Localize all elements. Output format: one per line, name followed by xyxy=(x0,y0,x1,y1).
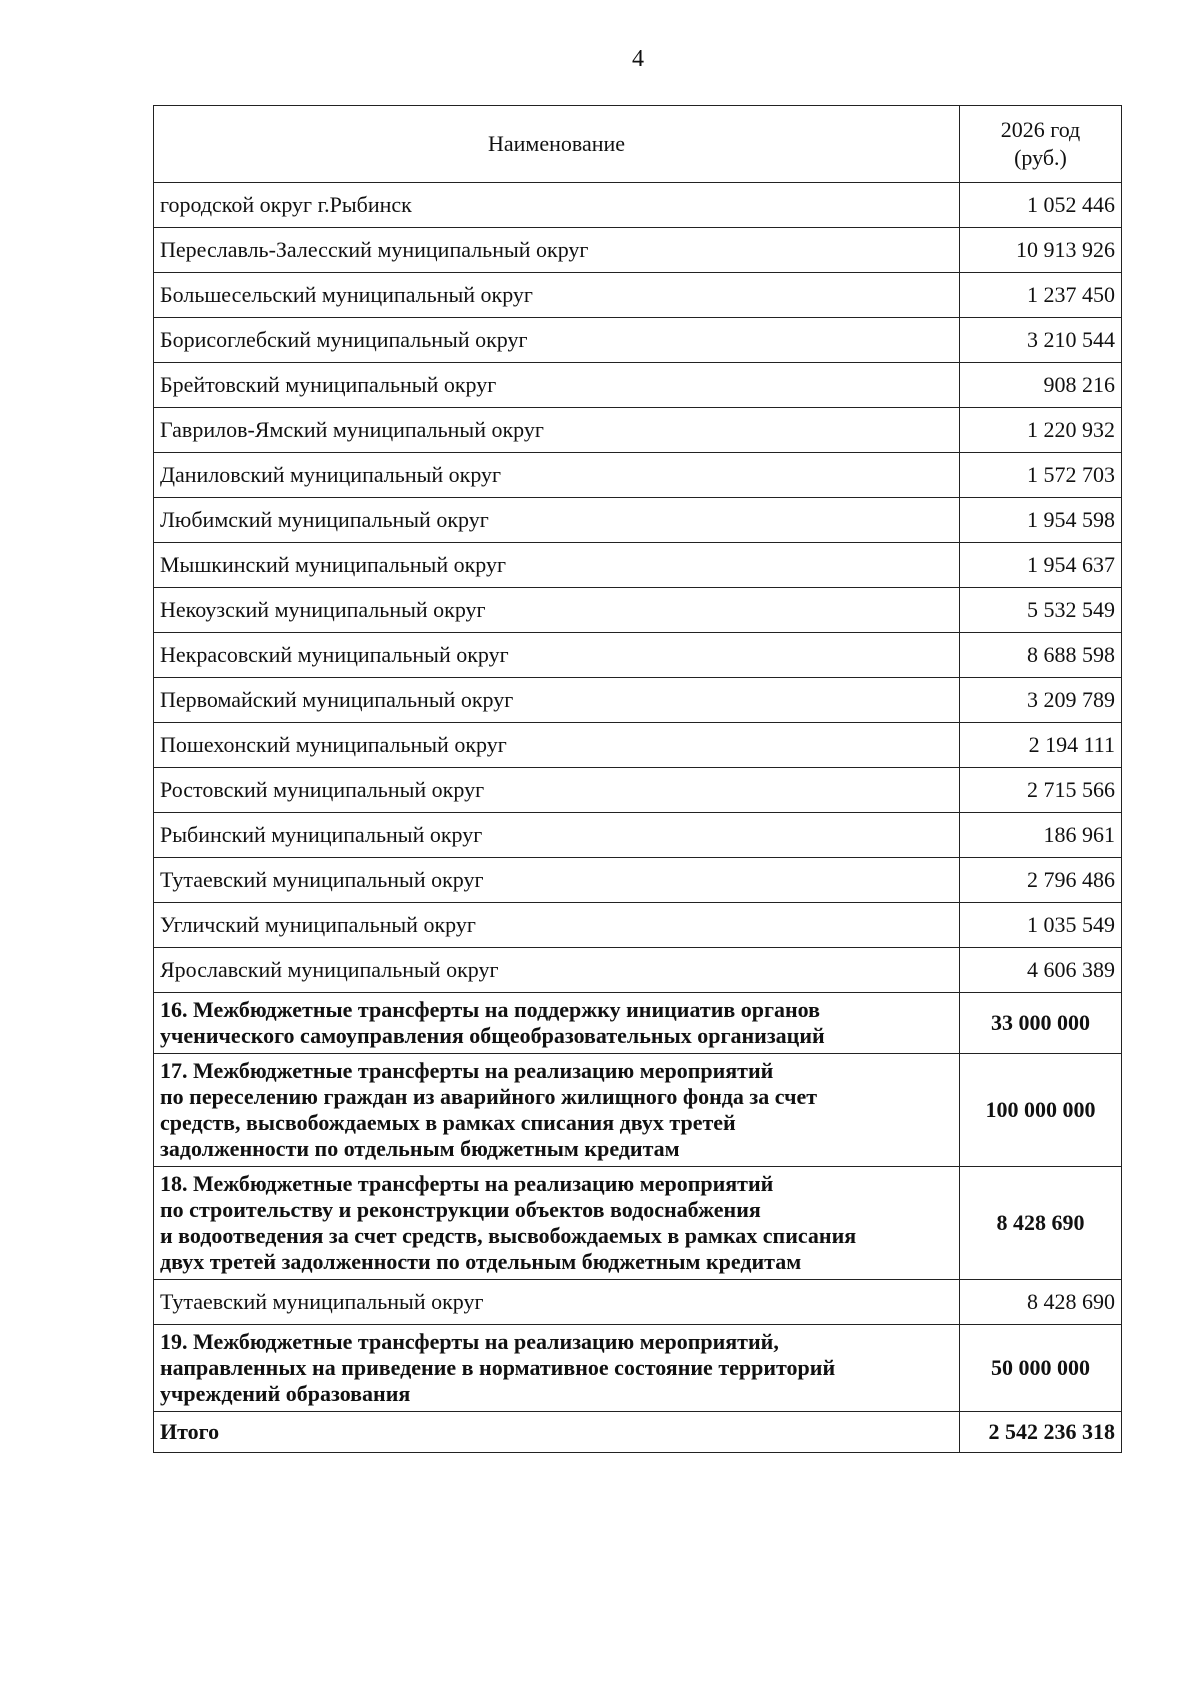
table-row xyxy=(154,498,1122,543)
table-row xyxy=(154,453,1122,498)
row-value: 2 194 111 xyxy=(960,723,1122,768)
row-name: Борисоглебский муниципальный округ xyxy=(154,318,960,363)
section-19-line: учреждений образования xyxy=(160,1381,411,1406)
row-name: Пошехонский муниципальный округ xyxy=(154,723,960,768)
row-value: 2 796 486 xyxy=(960,858,1122,903)
row-name: Мышкинский муниципальный округ xyxy=(154,543,960,588)
row-name: Некрасовский муниципальный округ xyxy=(154,633,960,678)
section-row-19 xyxy=(154,1325,1122,1412)
section-row-16 xyxy=(154,993,1122,1054)
section-row-17 xyxy=(154,1054,1122,1167)
table-row xyxy=(154,228,1122,273)
table-row xyxy=(154,408,1122,453)
section-17-title xyxy=(154,1054,960,1167)
section-19-line: 19. Межбюджетные трансферты на реализацию мероприятий, xyxy=(160,1329,779,1354)
total-label: Итого xyxy=(154,1412,960,1453)
table-row xyxy=(154,723,1122,768)
row-name: Рыбинский муниципальный округ xyxy=(154,813,960,858)
section-17-line: 17. Межбюджетные трансферты на реализацию мероприятий xyxy=(160,1058,774,1083)
row-value: 1 035 549 xyxy=(960,903,1122,948)
section-18-line: двух третей задолженности по отдельным бюджетным кредитам xyxy=(160,1249,802,1274)
row-value: 186 961 xyxy=(960,813,1122,858)
section-row-18 xyxy=(154,1167,1122,1280)
section-16-line: ученического самоуправления общеобразовательных организаций xyxy=(160,1023,825,1048)
row-value: 2 715 566 xyxy=(960,768,1122,813)
table-row xyxy=(154,633,1122,678)
table-row xyxy=(154,903,1122,948)
section-18-line: 18. Межбюджетные трансферты на реализацию мероприятий xyxy=(160,1171,774,1196)
row-value: 1 572 703 xyxy=(960,453,1122,498)
section-17-line: задолженности по отдельным бюджетным кредитам xyxy=(160,1136,680,1161)
row-name: Большесельский муниципальный округ xyxy=(154,273,960,318)
row-value: 3 209 789 xyxy=(960,678,1122,723)
section-18-line: и водоотведения за счет средств, высвобождаемых в рамках списания xyxy=(160,1223,857,1248)
row-value: 5 532 549 xyxy=(960,588,1122,633)
table-header-row xyxy=(154,106,1122,183)
row-name: Брейтовский муниципальный округ xyxy=(154,363,960,408)
table-row xyxy=(154,1280,1122,1325)
row-name: Тутаевский муниципальный округ xyxy=(154,858,960,903)
header-value-year: 2026 год xyxy=(1000,117,1081,142)
row-name: Угличский муниципальный округ xyxy=(154,903,960,948)
table-row xyxy=(154,273,1122,318)
table-row xyxy=(154,363,1122,408)
row-value: 1 237 450 xyxy=(960,273,1122,318)
budget-table-container xyxy=(153,105,1121,1453)
row-value: 1 954 598 xyxy=(960,498,1122,543)
table-row xyxy=(154,813,1122,858)
row-value: 4 606 389 xyxy=(960,948,1122,993)
section-17-line: по переселению граждан из аварийного жилищного фонда за счет xyxy=(160,1084,818,1109)
row-value: 8 428 690 xyxy=(960,1280,1122,1325)
table-row xyxy=(154,543,1122,588)
section-18-line: по строительству и реконструкции объектов водоснабжения xyxy=(160,1197,761,1222)
total-row xyxy=(154,1412,1122,1453)
budget-table xyxy=(153,105,1122,1453)
section-19-line: направленных на приведение в нормативное состояние территорий xyxy=(160,1355,836,1380)
row-name: Гаврилов-Ямский муниципальный округ xyxy=(154,408,960,453)
section-16-line: 16. Межбюджетные трансферты на поддержку инициатив органов xyxy=(160,997,821,1022)
row-value: 10 913 926 xyxy=(960,228,1122,273)
table-row xyxy=(154,318,1122,363)
row-value: 8 688 598 xyxy=(960,633,1122,678)
row-value: 3 210 544 xyxy=(960,318,1122,363)
row-name: Тутаевский муниципальный округ xyxy=(154,1280,960,1325)
row-value: 1 220 932 xyxy=(960,408,1122,453)
row-name: Любимский муниципальный округ xyxy=(154,498,960,543)
section-19-title xyxy=(154,1325,960,1412)
section-16-title xyxy=(154,993,960,1054)
row-name: Первомайский муниципальный округ xyxy=(154,678,960,723)
table-row xyxy=(154,588,1122,633)
table-row xyxy=(154,948,1122,993)
row-name: Ярославский муниципальный округ xyxy=(154,948,960,993)
header-value-unit: (руб.) xyxy=(1014,145,1067,170)
row-value: 908 216 xyxy=(960,363,1122,408)
row-value: 1 954 637 xyxy=(960,543,1122,588)
row-name: Некоузский муниципальный округ xyxy=(154,588,960,633)
row-name: городской округ г.Рыбинск xyxy=(154,183,960,228)
row-name: Даниловский муниципальный округ xyxy=(154,453,960,498)
row-name: Переславль-Залесский муниципальный округ xyxy=(154,228,960,273)
row-value: 1 052 446 xyxy=(960,183,1122,228)
section-17-line: средств, высвобождаемых в рамках списания двух третей xyxy=(160,1110,736,1135)
page-number: 4 xyxy=(632,46,644,72)
row-name: Ростовский муниципальный округ xyxy=(154,768,960,813)
section-18-value: 8 428 690 xyxy=(960,1167,1122,1280)
section-16-value: 33 000 000 xyxy=(960,993,1122,1054)
table-row xyxy=(154,678,1122,723)
section-17-value: 100 000 000 xyxy=(960,1054,1122,1167)
table-row xyxy=(154,858,1122,903)
table-row xyxy=(154,183,1122,228)
section-19-value: 50 000 000 xyxy=(960,1325,1122,1412)
total-value: 2 542 236 318 xyxy=(960,1412,1122,1453)
section-18-title xyxy=(154,1167,960,1280)
header-value xyxy=(960,106,1122,183)
table-row xyxy=(154,768,1122,813)
header-name: Наименование xyxy=(154,106,960,183)
